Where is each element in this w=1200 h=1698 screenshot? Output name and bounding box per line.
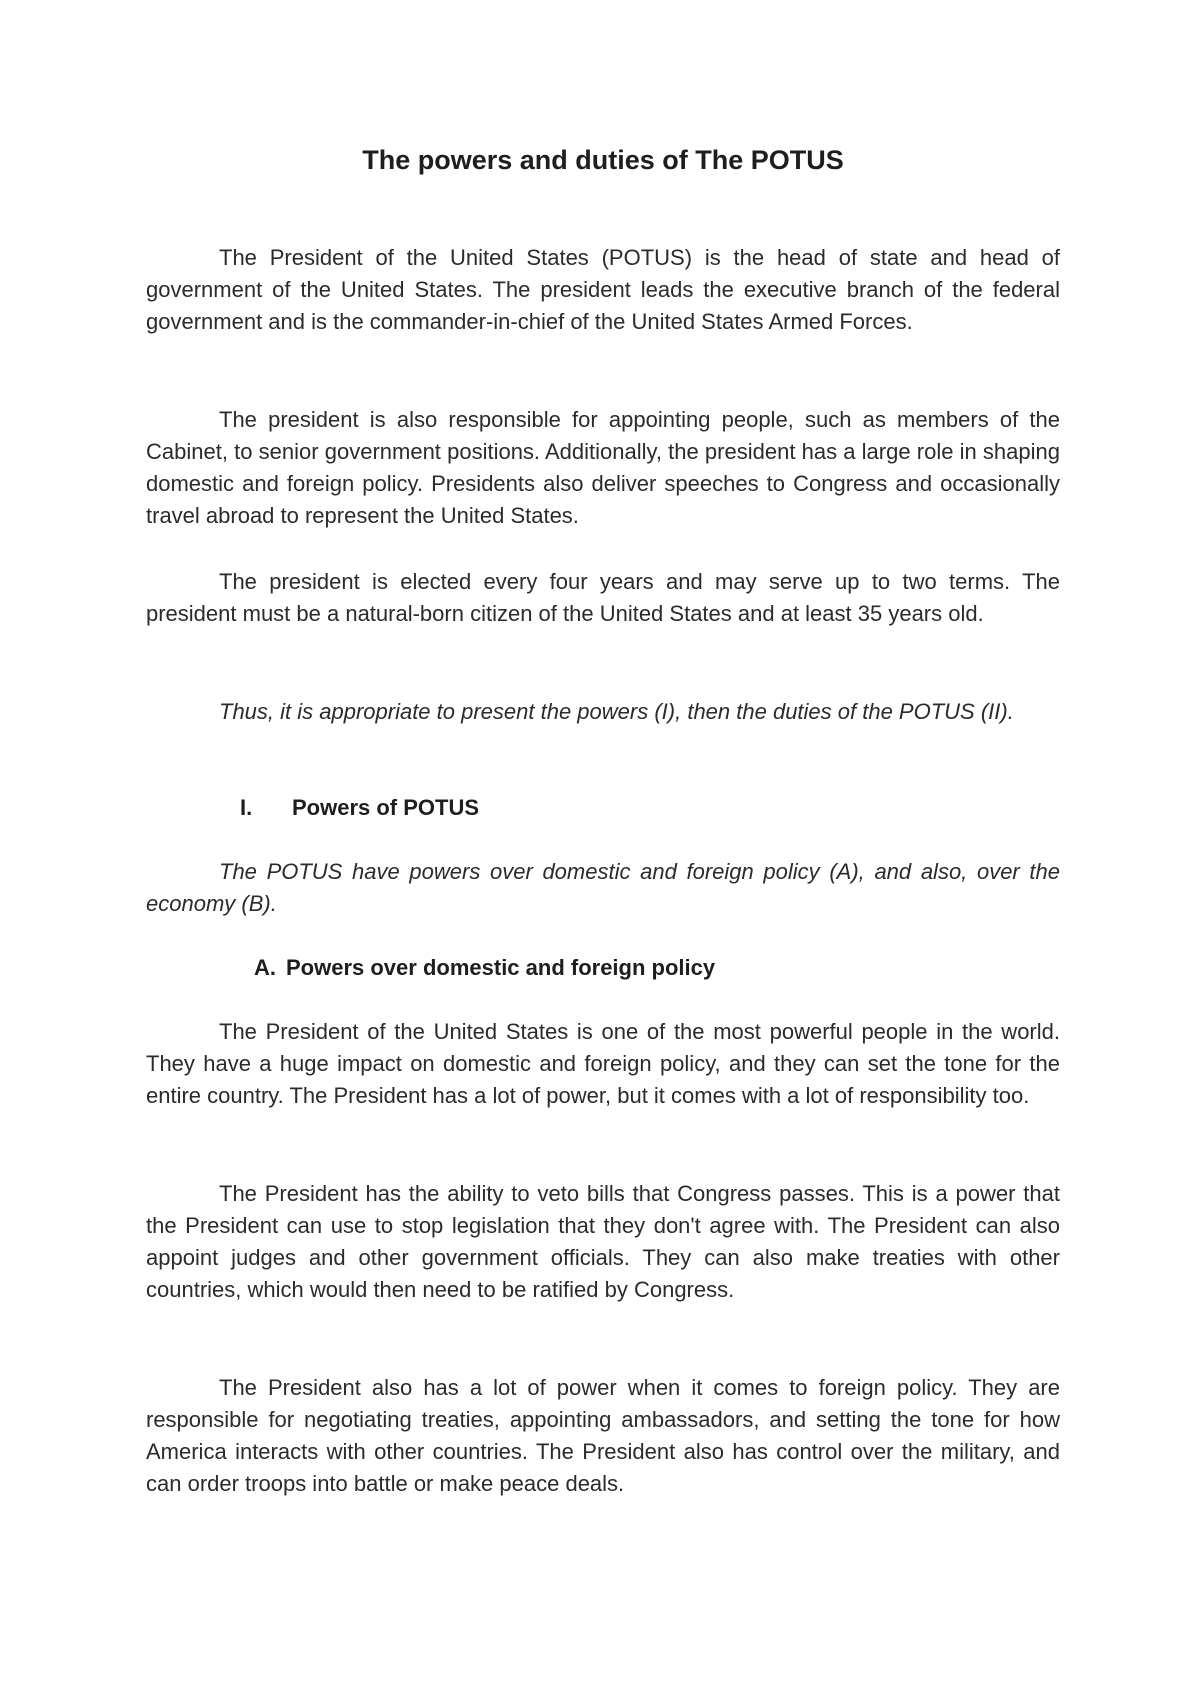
intro-paragraph-3: The president is elected every four years and may serve up to two terms. The president must be a natural-born citizen of the United States and at least 35 years old. — [146, 569, 1060, 626]
subsection-paragraph-1: The President of the United States is one of the most powerful people in the world. They have a huge impact on domestic and foreign policy, and they can set the tone for the entire country. The President has a lot of power, but it comes with a lot of responsibility too. — [146, 1019, 1060, 1108]
intro-paragraph-1: The President of the United States (POTUS) is the head of state and head of government of the United States. The president leads the executive branch of the federal government and is the commander-in-chief of the United States Armed Forces. — [146, 245, 1060, 334]
subsection-number: A. — [254, 955, 276, 980]
section-heading-1 — [240, 792, 479, 824]
subsection-paragraph-3: The President also has a lot of power when it comes to foreign policy. They are responsible for negotiating treaties, appointing ambassadors, and setting the tone for how America interacts with other countries. The President also has control over the military, and can order troops into battle or make peace deals. — [146, 1375, 1060, 1496]
section-intro-paragraph: The POTUS have powers over domestic and foreign policy (A), and also, over the economy (B). — [146, 859, 1060, 916]
section-number: I. — [240, 795, 253, 820]
subsection-heading-a — [254, 952, 715, 984]
subsection-title: Powers over domestic and foreign policy — [286, 955, 716, 980]
intro-paragraph-2: The president is also responsible for appointing people, such as members of the Cabinet, to senior government positions. Additionally, the president has a large role in shaping domestic and foreign policy. Presidents also deliver speeches to Congress and occasionally travel abroad to represent the United States. — [146, 407, 1060, 528]
section-title: Powers of POTUS — [292, 795, 480, 820]
plan-paragraph: Thus, it is appropriate to present the powers (I), then the duties of the POTUS (II). — [219, 699, 1014, 724]
document-title: The powers and duties of The POTUS — [362, 145, 844, 175]
subsection-paragraph-2: The President has the ability to veto bills that Congress passes. This is a power that the President can use to stop legislation that they don't agree with. The President can also appoint judges and other government officials. They can also make treaties with other countries, which would then need to be ratified by Congress. — [146, 1181, 1060, 1302]
